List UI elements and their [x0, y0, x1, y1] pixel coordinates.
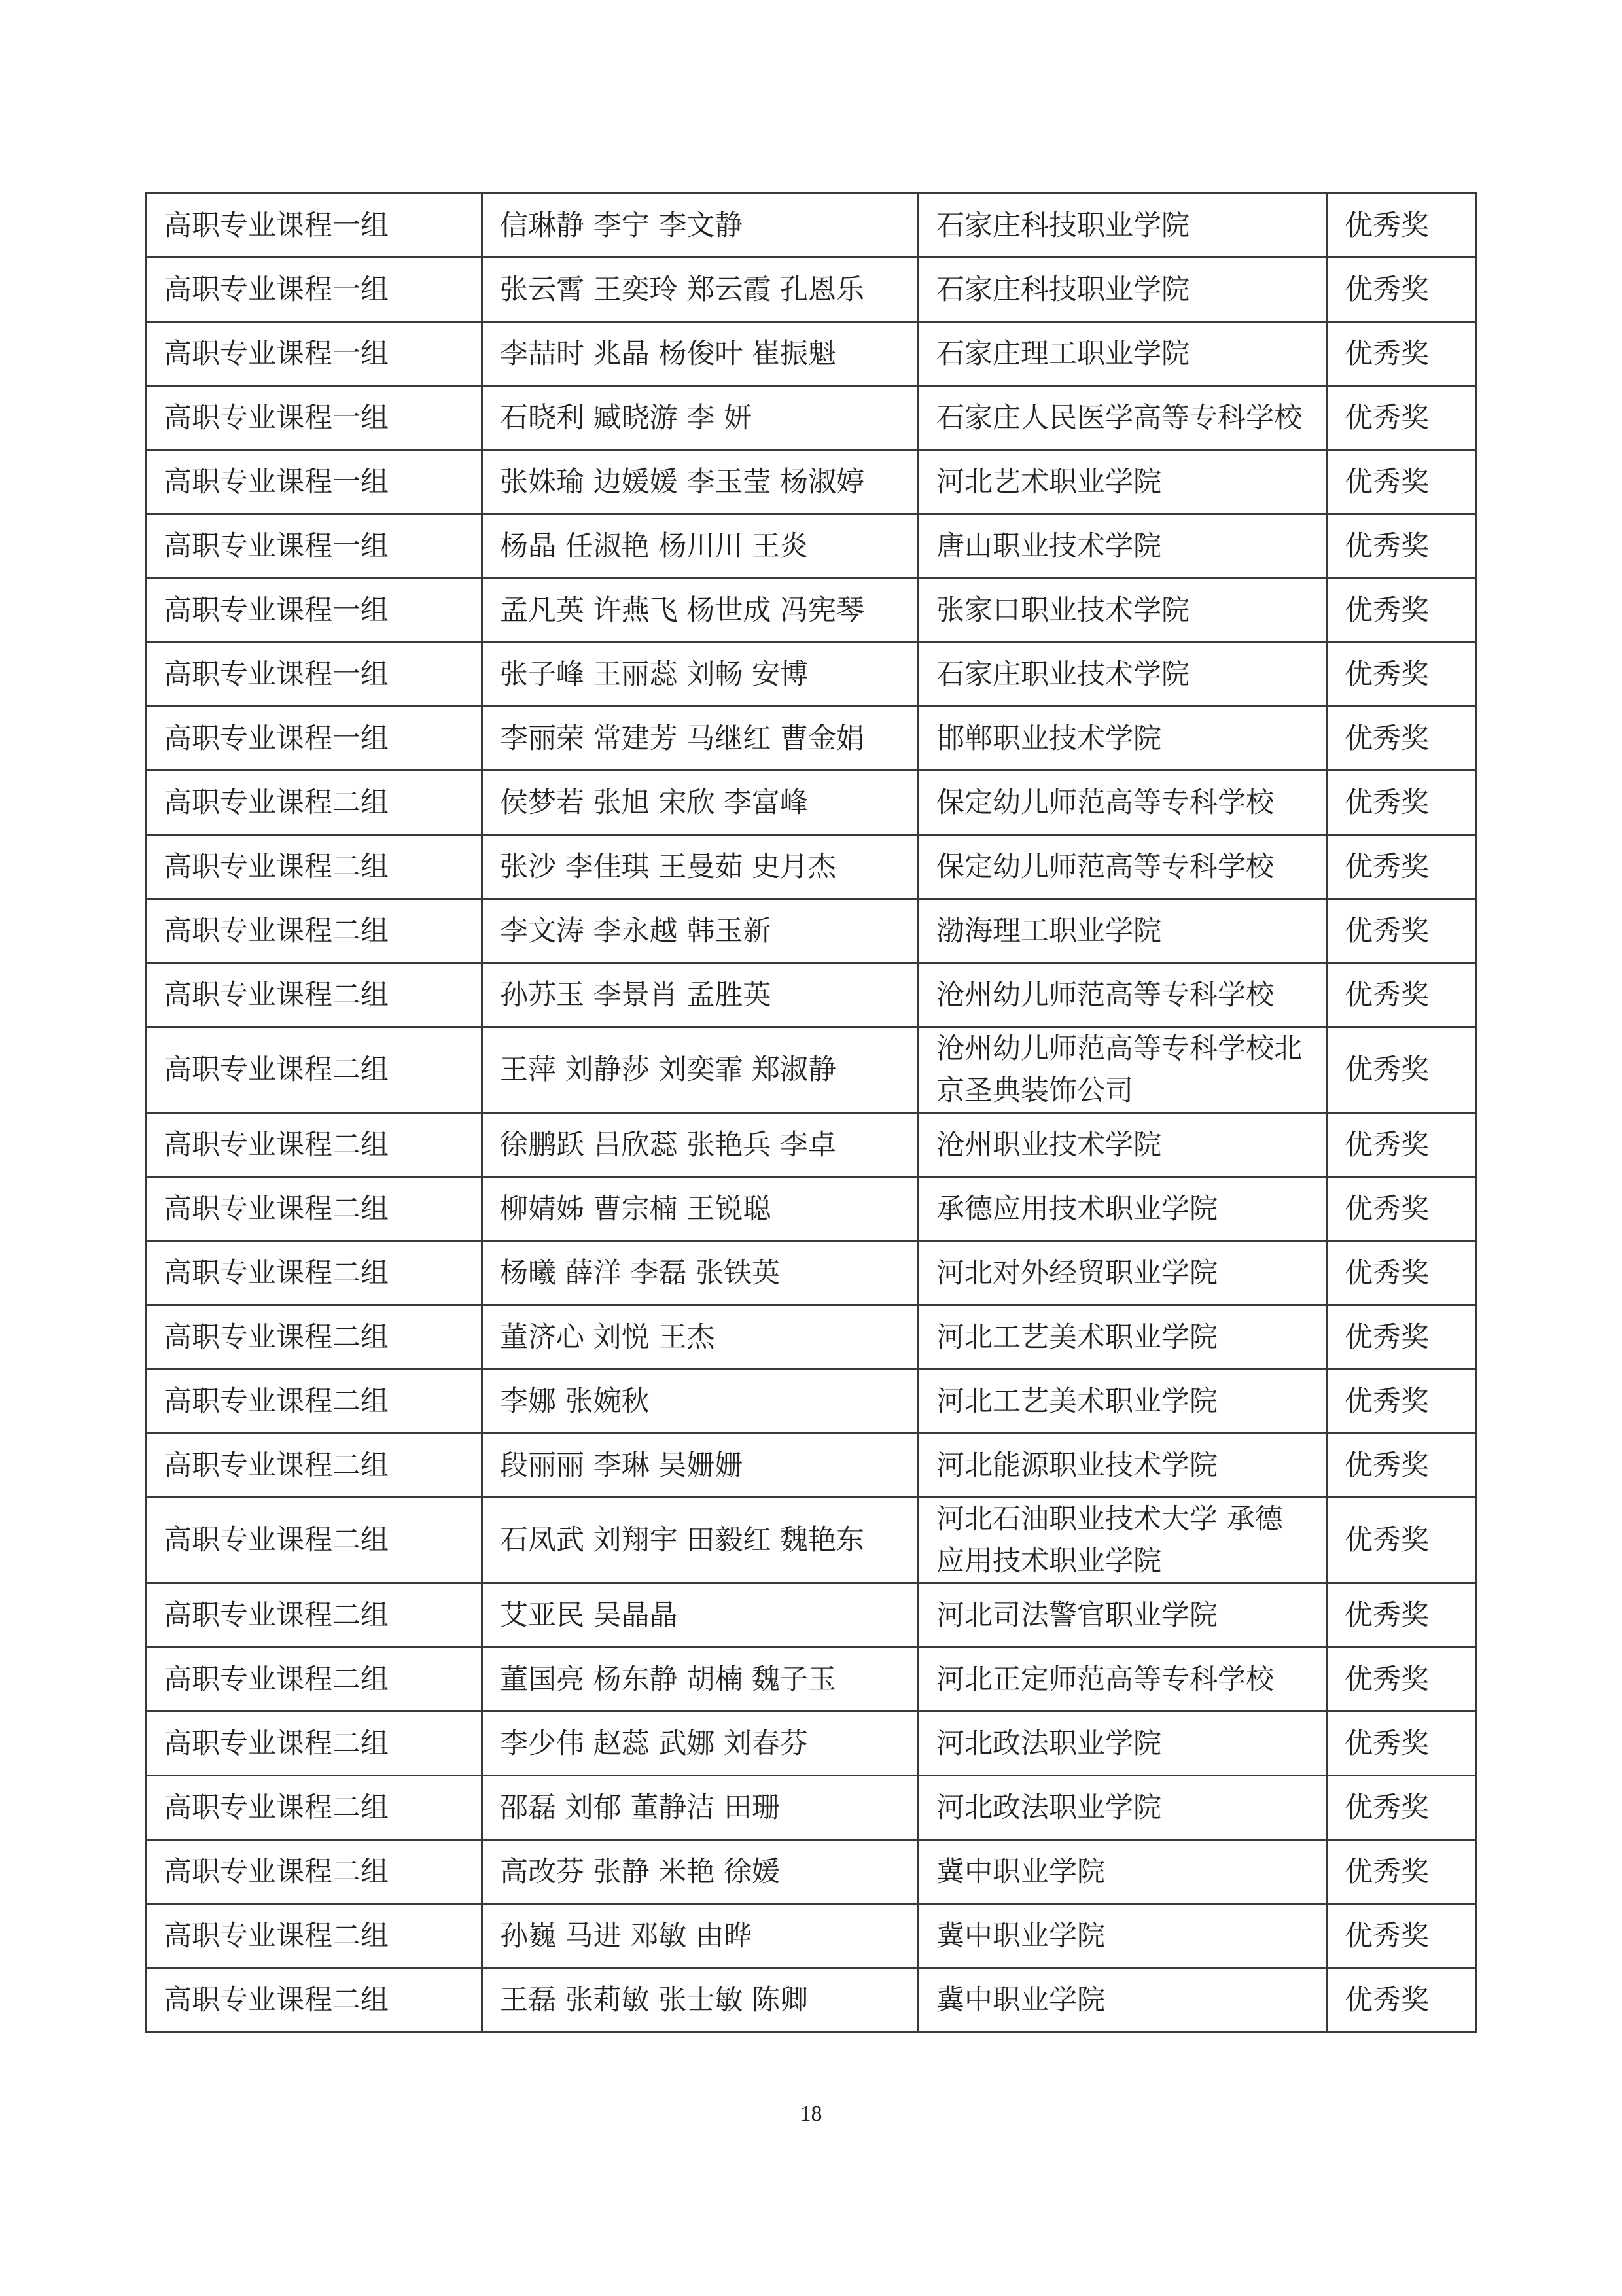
- school-cell: 沧州职业技术学院: [919, 1113, 1327, 1177]
- table-row: [146, 1712, 1477, 1776]
- table-row: [146, 1241, 1477, 1305]
- award-cell: 优秀奖: [1327, 1113, 1477, 1177]
- group-cell: 高职专业课程一组: [146, 514, 482, 578]
- award-cell: 优秀奖: [1327, 1583, 1477, 1648]
- table-row: [146, 963, 1477, 1027]
- table-row: [146, 1177, 1477, 1241]
- award-cell: 优秀奖: [1327, 450, 1477, 514]
- group-cell: 高职专业课程一组: [146, 578, 482, 643]
- names-cell: 孙苏玉 李景肖 孟胜英: [482, 963, 919, 1027]
- award-cell: 优秀奖: [1327, 899, 1477, 963]
- table-row: [146, 1027, 1477, 1113]
- names-cell: 张子峰 王丽蕊 刘畅 安博: [482, 643, 919, 707]
- group-cell: 高职专业课程一组: [146, 643, 482, 707]
- group-cell: 高职专业课程一组: [146, 194, 482, 258]
- group-cell: 高职专业课程二组: [146, 963, 482, 1027]
- award-cell: 优秀奖: [1327, 1498, 1477, 1583]
- school-cell: 承德应用技术职业学院: [919, 1177, 1327, 1241]
- table-row: [146, 1498, 1477, 1583]
- award-table-body: [146, 194, 1477, 2032]
- table-row: [146, 1434, 1477, 1498]
- group-cell: 高职专业课程二组: [146, 771, 482, 835]
- group-cell: 高职专业课程二组: [146, 835, 482, 899]
- award-cell: 优秀奖: [1327, 1305, 1477, 1369]
- names-cell: 柳婧姊 曹宗楠 王锐聪: [482, 1177, 919, 1241]
- school-cell: 石家庄科技职业学院: [919, 194, 1327, 258]
- award-cell: 优秀奖: [1327, 258, 1477, 322]
- table-row: [146, 835, 1477, 899]
- table-row: [146, 514, 1477, 578]
- group-cell: 高职专业课程二组: [146, 1369, 482, 1434]
- school-cell: 河北政法职业学院: [919, 1776, 1327, 1840]
- table-row: [146, 643, 1477, 707]
- table-row: [146, 1904, 1477, 1968]
- names-cell: 石晓利 臧晓游 李 妍: [482, 386, 919, 450]
- page-number: 18: [800, 2102, 822, 2126]
- school-cell: 保定幼儿师范高等专科学校: [919, 835, 1327, 899]
- group-cell: 高职专业课程二组: [146, 1177, 482, 1241]
- names-cell: 侯梦若 张旭 宋欣 李富峰: [482, 771, 919, 835]
- award-cell: 优秀奖: [1327, 1177, 1477, 1241]
- group-cell: 高职专业课程二组: [146, 1712, 482, 1776]
- group-cell: 高职专业课程二组: [146, 1027, 482, 1113]
- group-cell: 高职专业课程一组: [146, 322, 482, 386]
- names-cell: 李娜 张婉秋: [482, 1369, 919, 1434]
- table-row: [146, 1113, 1477, 1177]
- award-cell: 优秀奖: [1327, 386, 1477, 450]
- names-cell: 李喆时 兆晶 杨俊叶 崔振魁: [482, 322, 919, 386]
- award-cell: 优秀奖: [1327, 1027, 1477, 1113]
- award-cell: 优秀奖: [1327, 194, 1477, 258]
- award-cell: 优秀奖: [1327, 1241, 1477, 1305]
- group-cell: 高职专业课程二组: [146, 1113, 482, 1177]
- group-cell: 高职专业课程二组: [146, 1648, 482, 1712]
- names-cell: 董国亮 杨东静 胡楠 魏子玉: [482, 1648, 919, 1712]
- names-cell: 邵磊 刘郁 董静洁 田珊: [482, 1776, 919, 1840]
- school-cell: 河北对外经贸职业学院: [919, 1241, 1327, 1305]
- school-cell: 石家庄人民医学高等专科学校: [919, 386, 1327, 450]
- award-table: [145, 192, 1477, 2033]
- group-cell: 高职专业课程一组: [146, 450, 482, 514]
- table-row: [146, 1968, 1477, 2032]
- award-cell: 优秀奖: [1327, 322, 1477, 386]
- school-cell: 唐山职业技术学院: [919, 514, 1327, 578]
- award-cell: 优秀奖: [1327, 1712, 1477, 1776]
- group-cell: 高职专业课程二组: [146, 1904, 482, 1968]
- group-cell: 高职专业课程一组: [146, 258, 482, 322]
- school-cell: 冀中职业学院: [919, 1904, 1327, 1968]
- award-cell: 优秀奖: [1327, 1648, 1477, 1712]
- award-cell: 优秀奖: [1327, 835, 1477, 899]
- award-cell: 优秀奖: [1327, 1434, 1477, 1498]
- school-cell: 河北工艺美术职业学院: [919, 1305, 1327, 1369]
- school-cell: 石家庄职业技术学院: [919, 643, 1327, 707]
- group-cell: 高职专业课程二组: [146, 1241, 482, 1305]
- group-cell: 高职专业课程二组: [146, 1840, 482, 1904]
- table-row: [146, 1583, 1477, 1648]
- group-cell: 高职专业课程二组: [146, 1968, 482, 2032]
- names-cell: 李文涛 李永越 韩玉新: [482, 899, 919, 963]
- table-row: [146, 1840, 1477, 1904]
- names-cell: 高改芬 张静 米艳 徐媛: [482, 1840, 919, 1904]
- school-cell: 保定幼儿师范高等专科学校: [919, 771, 1327, 835]
- award-cell: 优秀奖: [1327, 771, 1477, 835]
- group-cell: 高职专业课程二组: [146, 1583, 482, 1648]
- names-cell: 杨曦 薛洋 李磊 张铁英: [482, 1241, 919, 1305]
- table-row: [146, 194, 1477, 258]
- names-cell: 徐鹏跃 吕欣蕊 张艳兵 李卓: [482, 1113, 919, 1177]
- names-cell: 孟凡英 许燕飞 杨世成 冯宪琴: [482, 578, 919, 643]
- group-cell: 高职专业课程二组: [146, 1305, 482, 1369]
- award-cell: 优秀奖: [1327, 514, 1477, 578]
- school-cell: 河北石油职业技术大学 承德应用技术职业学院: [919, 1498, 1327, 1583]
- school-cell: 沧州幼儿师范高等专科学校北京圣典装饰公司: [919, 1027, 1327, 1113]
- names-cell: 张沙 李佳琪 王曼茹 史月杰: [482, 835, 919, 899]
- school-cell: 河北艺术职业学院: [919, 450, 1327, 514]
- names-cell: 张云霄 王奕玲 郑云霞 孔恩乐: [482, 258, 919, 322]
- table-row: [146, 450, 1477, 514]
- names-cell: 孙巍 马进 邓敏 由晔: [482, 1904, 919, 1968]
- table-row: [146, 707, 1477, 771]
- names-cell: 艾亚民 吴晶晶: [482, 1583, 919, 1648]
- table-row: [146, 578, 1477, 643]
- names-cell: 王磊 张莉敏 张士敏 陈卿: [482, 1968, 919, 2032]
- award-cell: 优秀奖: [1327, 578, 1477, 643]
- award-cell: 优秀奖: [1327, 1904, 1477, 1968]
- award-cell: 优秀奖: [1327, 643, 1477, 707]
- award-cell: 优秀奖: [1327, 963, 1477, 1027]
- award-cell: 优秀奖: [1327, 1840, 1477, 1904]
- school-cell: 石家庄理工职业学院: [919, 322, 1327, 386]
- table-row: [146, 899, 1477, 963]
- table-row: [146, 1648, 1477, 1712]
- names-cell: 段丽丽 李琳 吴姗姗: [482, 1434, 919, 1498]
- school-cell: 冀中职业学院: [919, 1968, 1327, 2032]
- table-row: [146, 1776, 1477, 1840]
- school-cell: 河北司法警官职业学院: [919, 1583, 1327, 1648]
- table-row: [146, 1305, 1477, 1369]
- table-row: [146, 1369, 1477, 1434]
- group-cell: 高职专业课程二组: [146, 1498, 482, 1583]
- school-cell: 河北政法职业学院: [919, 1712, 1327, 1776]
- group-cell: 高职专业课程二组: [146, 1776, 482, 1840]
- school-cell: 河北能源职业技术学院: [919, 1434, 1327, 1498]
- table-row: [146, 322, 1477, 386]
- names-cell: 李丽荣 常建芳 马继红 曹金娟: [482, 707, 919, 771]
- school-cell: 河北工艺美术职业学院: [919, 1369, 1327, 1434]
- names-cell: 信琳静 李宁 李文静: [482, 194, 919, 258]
- school-cell: 张家口职业技术学院: [919, 578, 1327, 643]
- table-row: [146, 386, 1477, 450]
- names-cell: 董济心 刘悦 王杰: [482, 1305, 919, 1369]
- award-cell: 优秀奖: [1327, 1776, 1477, 1840]
- group-cell: 高职专业课程一组: [146, 386, 482, 450]
- award-cell: 优秀奖: [1327, 707, 1477, 771]
- school-cell: 渤海理工职业学院: [919, 899, 1327, 963]
- school-cell: 河北正定师范高等专科学校: [919, 1648, 1327, 1712]
- school-cell: 石家庄科技职业学院: [919, 258, 1327, 322]
- names-cell: 杨晶 任淑艳 杨川川 王炎: [482, 514, 919, 578]
- school-cell: 沧州幼儿师范高等专科学校: [919, 963, 1327, 1027]
- award-cell: 优秀奖: [1327, 1968, 1477, 2032]
- table-row: [146, 771, 1477, 835]
- group-cell: 高职专业课程二组: [146, 899, 482, 963]
- award-cell: 优秀奖: [1327, 1369, 1477, 1434]
- school-cell: 冀中职业学院: [919, 1840, 1327, 1904]
- group-cell: 高职专业课程一组: [146, 707, 482, 771]
- names-cell: 李少伟 赵蕊 武娜 刘春芬: [482, 1712, 919, 1776]
- school-cell: 邯郸职业技术学院: [919, 707, 1327, 771]
- group-cell: 高职专业课程二组: [146, 1434, 482, 1498]
- names-cell: 张姝瑜 边媛媛 李玉莹 杨淑婷: [482, 450, 919, 514]
- names-cell: 石凤武 刘翔宇 田毅红 魏艳东: [482, 1498, 919, 1583]
- table-row: [146, 258, 1477, 322]
- names-cell: 王萍 刘静莎 刘奕霏 郑淑静: [482, 1027, 919, 1113]
